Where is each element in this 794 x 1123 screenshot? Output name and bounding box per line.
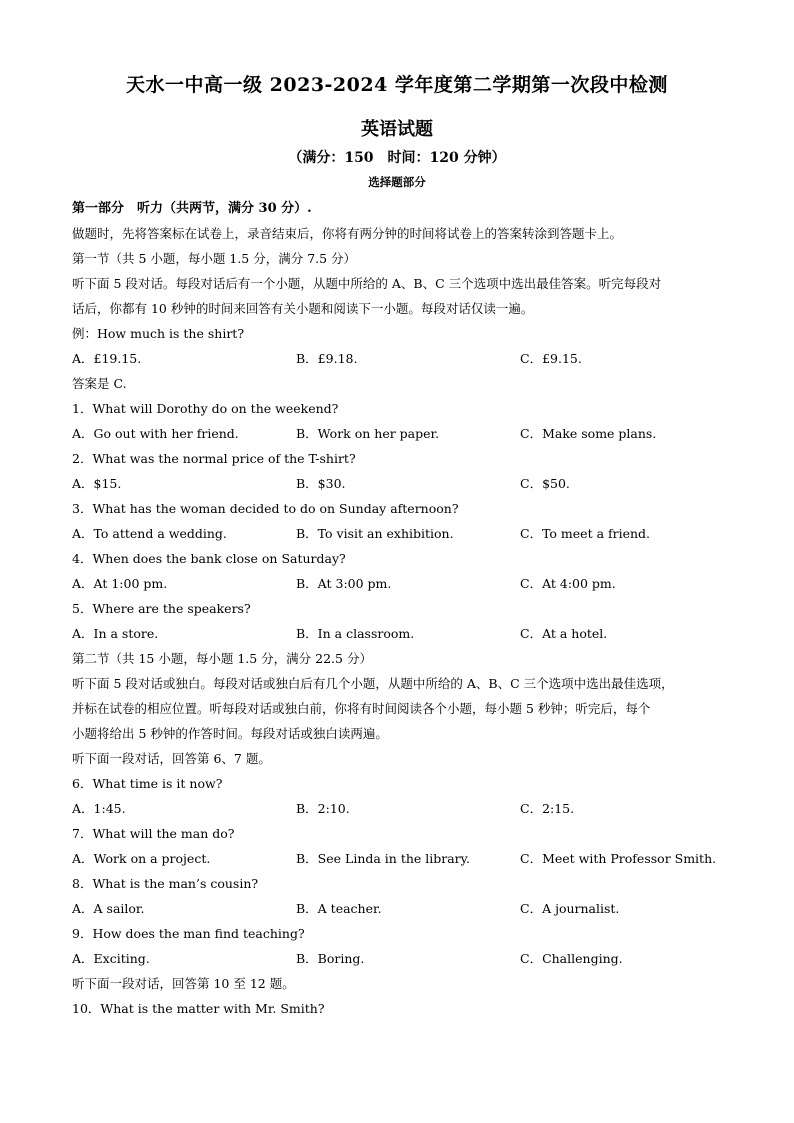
- example-options: [72, 346, 732, 371]
- dialog-instruction: 听下面一段对话，回答第 6、7 题。: [72, 751, 271, 766]
- options-row: [72, 796, 732, 821]
- option-a: A．Go out with her friend.: [72, 426, 239, 441]
- option-c: C．Make some plans.: [520, 426, 657, 441]
- option-a: A．1:45.: [72, 801, 126, 816]
- example-question: 例：How much is the shirt?: [72, 326, 245, 341]
- option-b: B．At 3:00 pm.: [296, 576, 392, 591]
- option-b: B．To visit an exhibition.: [296, 526, 454, 541]
- question: 8．What is the man’s cousin?: [72, 876, 259, 891]
- option-a: A．A sailor.: [72, 901, 145, 916]
- options-row: [72, 621, 732, 646]
- part1-heading: 第一部分 听力（共两节，满分 30 分）.: [72, 201, 312, 216]
- option-a: A．At 1:00 pm.: [72, 576, 168, 591]
- option-a: A．Exciting.: [72, 951, 150, 966]
- option-b: B．A teacher.: [296, 901, 382, 916]
- option-b: B．2:10.: [296, 801, 350, 816]
- option-b: B．Boring.: [296, 951, 365, 966]
- question: 6．What time is it now?: [72, 776, 223, 791]
- option-c: C．A journalist.: [520, 901, 620, 916]
- option-b: B．In a classroom.: [296, 626, 415, 641]
- option-b: B．$30.: [296, 476, 346, 491]
- option-c: C．£9.15.: [520, 351, 582, 366]
- option-c: C．2:15.: [520, 801, 575, 816]
- option-b: B．Work on her paper.: [296, 426, 440, 441]
- section1-heading: 第一节（共 5 小题，每小题 1.5 分，满分 7.5 分）: [72, 251, 357, 266]
- section1-instruction: 听下面 5 段对话。每段对话后有一个小题，从题中所给的 A、B、C 三个选项中选出最佳答案。听完每段对: [72, 276, 662, 291]
- exam-subtitle: 英语试题: [361, 119, 433, 140]
- question: 3．What has the woman decided to do on Sunday afternoon?: [72, 501, 459, 516]
- option-c: C．At a hotel.: [520, 626, 608, 641]
- options-row: [72, 896, 732, 921]
- exam-title: 天水一中高一级 2023-2024 学年度第二学期第一次段中检测: [126, 74, 668, 96]
- question: 10．What is the matter with Mr. Smith?: [72, 1001, 325, 1016]
- option-a: A．$15.: [72, 476, 122, 491]
- part1-intro: 做题时，先将答案标在试卷上，录音结束后，你将有两分钟的时间将试卷上的答案转涂到答题卡上。: [72, 226, 623, 241]
- question: 2．What was the normal price of the T-shirt?: [72, 451, 356, 466]
- options-row: [72, 946, 732, 971]
- option-b: B．See Linda in the library.: [296, 851, 471, 866]
- question: 7．What will the man do?: [72, 826, 235, 841]
- question: 1．What will Dorothy do on the weekend?: [72, 401, 339, 416]
- section1-instruction: 话后，你都有 10 秒钟的时间来回答有关小题和阅读下一小题。每段对话仅读一遍。: [72, 301, 534, 316]
- option-c: C．Meet with Professor Smith.: [520, 851, 717, 866]
- question: 9．How does the man find teaching?: [72, 926, 305, 941]
- option-a: A．£19.15.: [72, 351, 142, 366]
- section2-instruction: 并标在试卷的相应位置。听每段对话或独白前，你将有时间阅读各个小题，每小题 5 秒钟；听完后，每个: [72, 701, 651, 716]
- question: 4．When does the bank close on Saturday?: [72, 551, 346, 566]
- option-a: A．Work on a project.: [72, 851, 211, 866]
- section2-heading: 第二节（共 15 小题，每小题 1.5 分，满分 22.5 分）: [72, 651, 372, 666]
- options-row: [72, 471, 732, 496]
- option-c: C．$50.: [520, 476, 570, 491]
- question: 5．Where are the speakers?: [72, 601, 251, 616]
- example-answer: 答案是 C.: [72, 376, 127, 391]
- section2-instruction: 小题将给出 5 秒钟的作答时间。每段对话或独白读两遍。: [72, 726, 388, 741]
- option-a: A．In a store.: [72, 626, 159, 641]
- options-row: [72, 421, 732, 446]
- option-c: C．Challenging.: [520, 951, 623, 966]
- dialog-instruction: 听下面一段对话，回答第 10 至 12 题。: [72, 976, 295, 991]
- choice-section-label: 选择题部分: [368, 175, 426, 189]
- options-row: [72, 846, 732, 871]
- exam-body: [72, 196, 732, 1021]
- option-b: B．£9.18.: [296, 351, 358, 366]
- option-c: C．At 4:00 pm.: [520, 576, 616, 591]
- option-c: C．To meet a friend.: [520, 526, 651, 541]
- option-a: A．To attend a wedding.: [72, 526, 227, 541]
- exam-meta: （满分：150 时间：120 分钟）: [288, 150, 506, 166]
- section2-instruction: 听下面 5 段对话或独白。每段对话或独白后有几个小题，从题中所给的 A、B、C 三个选项中选出最佳选项，: [72, 676, 674, 691]
- options-row: [72, 571, 732, 596]
- options-row: [72, 521, 732, 546]
